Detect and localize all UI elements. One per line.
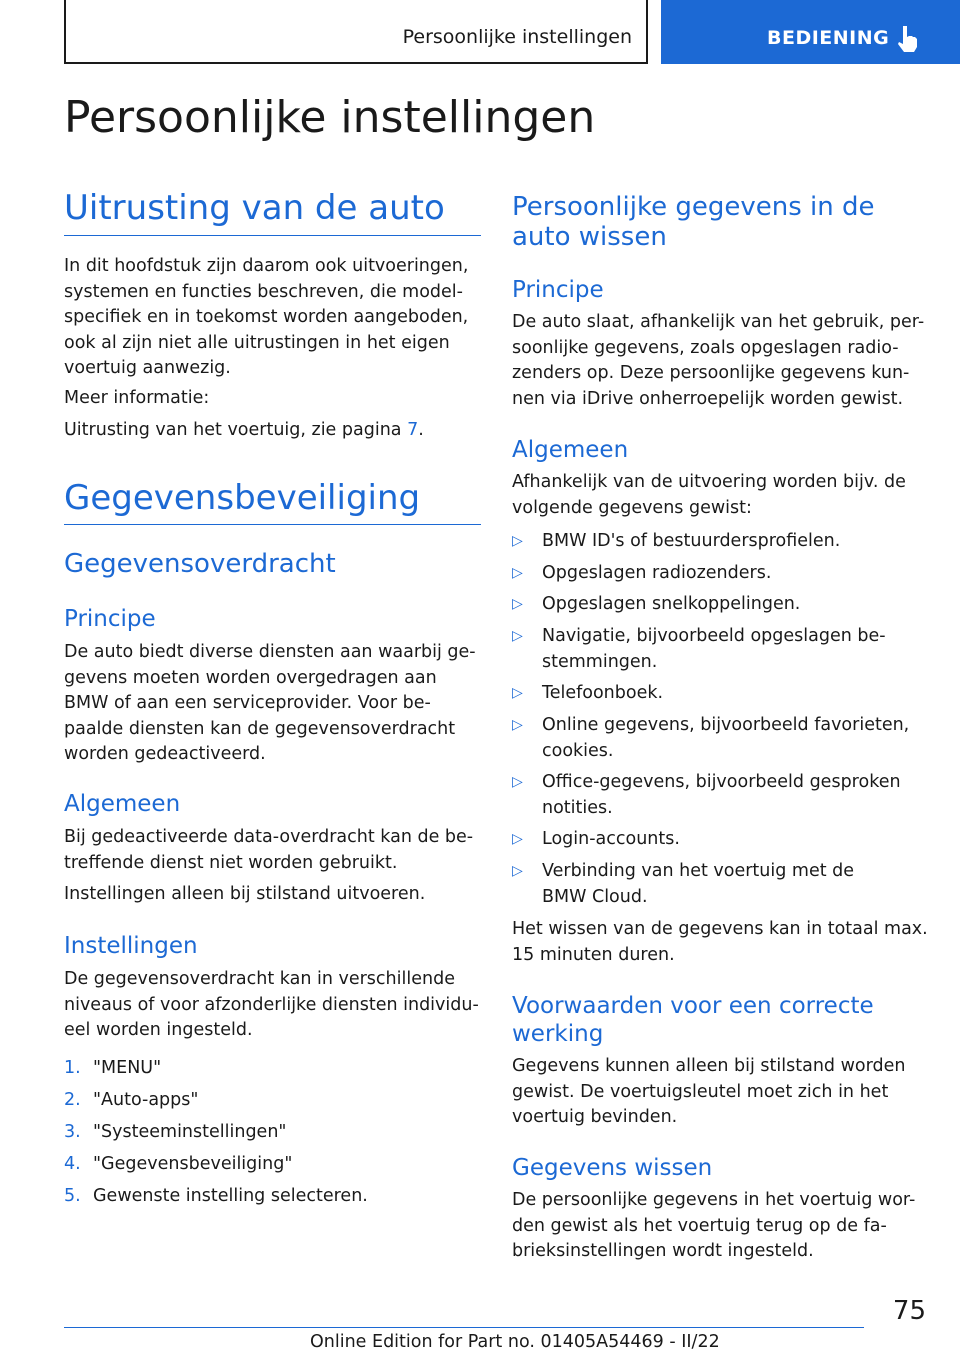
triangle-bullet-icon: ▷ [512,774,523,790]
heading-general: Algemeen [64,791,181,817]
heading-rule [64,235,481,236]
bullet-text: Online gegevens, bijvoorbeeld favorieten, cookies. [542,715,910,761]
paragraph-conditions: Gegevens kunnen alleen bij stilstand worden gewist. De voertuigsleutel moet zich in het voertuig bevinden. [512,1056,906,1127]
list-number: 3. [64,1122,81,1142]
running-header-section [64,0,648,64]
footer-rule [64,1327,864,1328]
triangle-bullet-icon: ▷ [512,831,523,847]
paragraph-principle: De auto biedt diverse diensten aan waarbij ge-gevens moeten worden overgedragen aan BMW of aan een serviceprovider. Voor be-paalde diensten kan de gegevensoverdracht worden gedeactiveerd. [64,642,476,764]
heading-conditions: Voorwaarden voor een correcte werking [512,993,874,1047]
heading-data-security: Gegevensbeveiliging [64,478,421,518]
list-text: Gewenste instelling selecteren. [93,1186,368,1206]
bullet-text: Telefoonboek. [542,683,664,703]
triangle-bullet-icon: ▷ [512,685,523,701]
paragraph-settings: De gegevensoverdracht kan in verschillende niveaus of voor afzonderlijke diensten individu-eel worden ingesteld. [64,969,479,1040]
list-text: "Auto-apps" [93,1090,199,1110]
triangle-bullet-icon: ▷ [512,533,523,549]
heading-principle: Principe [64,606,156,632]
paragraph-more-info: Meer informatie: [64,388,210,408]
heading-principle: Principe [512,277,604,303]
header-section-title: Persoonlijke instellingen [402,26,632,48]
heading-delete-personal-data: Persoonlijke gegevens in de auto wissen [512,192,875,252]
paragraph-wipe-data: De persoonlijke gegevens in het voertuig wor-den gewist als het voertuig terug op de fa-brieksinstellingen wordt ingesteld. [512,1190,916,1261]
bullet-text: Login-accounts. [542,829,680,849]
heading-general: Algemeen [512,437,629,463]
paragraph-principle: De auto slaat, afhankelijk van het gebruik, per-soonlijke gegevens, zoals opgeslagen radio-zenders op. Deze persoonlijke gegevens kun-nen via iDrive onherroepelijk worden gewist. [512,312,925,409]
triangle-bullet-icon: ▷ [512,628,523,644]
triangle-bullet-icon: ▷ [512,863,523,879]
list-number: 1. [64,1058,81,1078]
list-number: 4. [64,1154,81,1174]
triangle-bullet-icon: ▷ [512,565,523,581]
bullet-text: BMW ID's of bestuurdersprofielen. [542,531,841,551]
bullet-text: Office-gegevens, bijvoorbeeld gesproken notities. [542,772,901,818]
reference-text: Uitrusting van het voertuig, zie pagina [64,420,408,440]
triangle-bullet-icon: ▷ [512,596,523,612]
hand-pointer-icon [894,24,920,54]
bullet-text: Opgeslagen radiozenders. [542,563,772,583]
paragraph-general-1: Bij gedeactiveerde data-overdracht kan de be-treffende dienst niet worden gebruikt. [64,827,474,873]
page-number: 75 [892,1296,926,1326]
list-text: "Gegevensbeveiliging" [93,1154,293,1174]
heading-wipe-data: Gegevens wissen [512,1155,713,1181]
paragraph-duration: Het wissen van de gegevens kan in totaal max. 15 minuten duren. [512,919,928,965]
heading-data-transfer: Gegevensoverdracht [64,549,336,579]
reference-end: . [418,420,424,440]
paragraph-general-2: Instellingen alleen bij stilstand uitvoeren. [64,884,426,904]
bullet-text: Opgeslagen snelkoppelingen. [542,594,801,614]
bullet-text: Verbinding van het voertuig met de BMW Cloud. [542,861,855,907]
bullet-text: Navigatie, bijvoorbeeld opgeslagen be-stemmingen. [542,626,886,672]
paragraph-reference [64,418,481,444]
page-title: Persoonlijke instellingen [64,92,596,143]
heading-settings: Instellingen [64,933,198,959]
header-chapter-title: BEDIENING [767,27,890,49]
heading-equipment: Uitrusting van de auto [64,188,445,228]
list-number: 2. [64,1090,81,1110]
heading-rule [64,524,481,525]
triangle-bullet-icon: ▷ [512,717,523,733]
page-reference-link[interactable]: 7 [407,420,419,440]
list-text: "MENU" [93,1058,162,1078]
paragraph-equipment: In dit hoofdstuk zijn daarom ook uitvoeringen, systemen en functies beschreven, die model-specifiek en in toekomst worden aangeboden, ook al zijn niet alle uitrustingen in het eigen voertuig aanwezig. [64,256,469,378]
list-text: "Systeeminstellingen" [93,1122,287,1142]
list-number: 5. [64,1186,81,1206]
footer-edition: Online Edition for Part no. 01405A54469 - II/22 [310,1332,720,1352]
paragraph-general: Afhankelijk van de uitvoering worden bijv. de volgende gegevens gewist: [512,472,906,518]
